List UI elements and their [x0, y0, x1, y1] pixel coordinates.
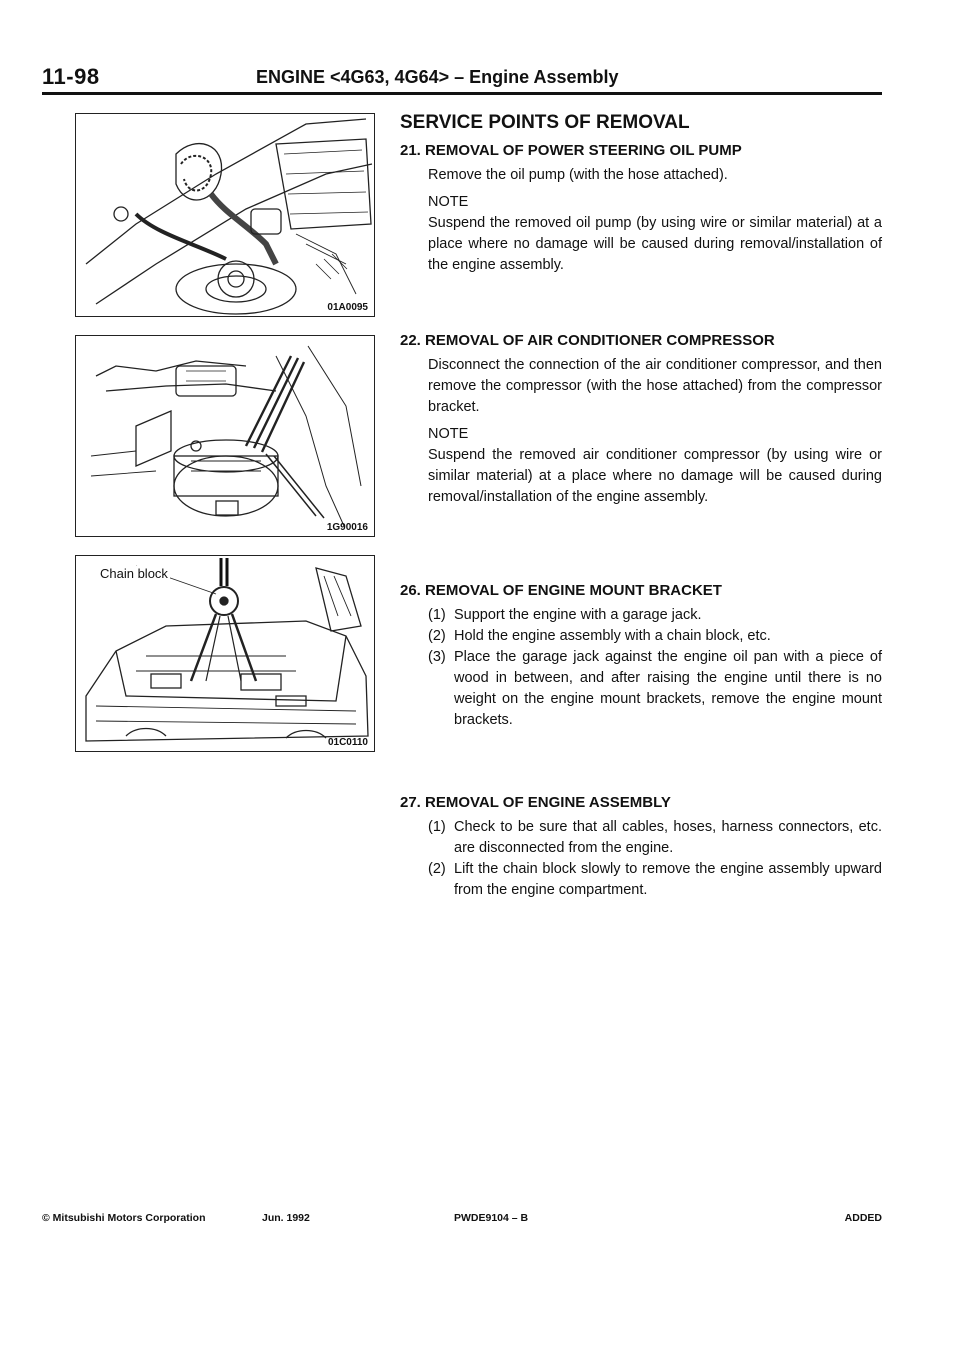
figure-ac-compressor	[75, 335, 375, 537]
list-item	[428, 817, 882, 859]
copyright: © Mitsubishi Motors Corporation	[42, 1212, 206, 1224]
list-item	[428, 605, 882, 626]
step-text: Check to be sure that all cables, hoses, harness connectors, etc. are disconnected from the engine.	[454, 819, 882, 856]
note-label: NOTE	[428, 426, 469, 442]
page-number: 11-98	[42, 64, 100, 89]
header-rule	[42, 92, 882, 95]
oil-pump-illustration	[76, 114, 374, 316]
ac-compressor-illustration	[76, 336, 374, 536]
list-item	[428, 626, 882, 647]
step-text: Lift the chain block slowly to remove the engine assembly upward from the engine compartment.	[454, 861, 882, 898]
step-number: (1)	[428, 819, 446, 835]
chain-block-illustration	[76, 556, 374, 751]
note-text: Suspend the removed air conditioner compressor (by using wire or similar material) at a place where no damage will be caused during removal/installation of the engine assembly.	[428, 447, 882, 505]
step-text: Place the garage jack against the engine oil pan with a piece of wood in between, and after raising the engine until there is no weight on the engine mount brackets, remove the engine mount brackets.	[454, 649, 882, 728]
body-text: Remove the oil pump (with the hose attached).	[428, 167, 728, 183]
item-26	[400, 582, 882, 794]
item-title: 21. REMOVAL OF POWER STEERING OIL PUMP	[400, 142, 742, 159]
step-number: (2)	[428, 861, 446, 877]
figure-code: 01C0110	[327, 737, 368, 748]
item-21	[400, 142, 882, 332]
item-body	[428, 165, 882, 276]
step-list	[428, 605, 882, 731]
step-number: (1)	[428, 607, 446, 623]
figure-code: 1G90016	[326, 522, 368, 533]
step-text: Support the engine with a garage jack.	[454, 607, 702, 623]
item-body	[428, 355, 882, 508]
item-22	[400, 332, 882, 582]
figure-oil-pump	[75, 113, 375, 317]
list-item	[428, 859, 882, 901]
section-title: SERVICE POINTS OF REMOVAL	[400, 112, 690, 133]
chain-block-label: Chain block	[100, 566, 168, 581]
step-text: Hold the engine assembly with a chain block, etc.	[454, 628, 771, 644]
main-content	[400, 112, 882, 901]
note-label: NOTE	[428, 194, 469, 210]
item-body	[428, 605, 882, 731]
note-text: Suspend the removed oil pump (by using wire or similar material) at a place where no damage will be caused during removal/installation of the engine assembly.	[428, 215, 882, 273]
publish-date: Jun. 1992	[262, 1212, 310, 1224]
step-number: (3)	[428, 649, 446, 665]
item-title: 26. REMOVAL OF ENGINE MOUNT BRACKET	[400, 582, 722, 599]
list-item	[428, 647, 882, 731]
step-number: (2)	[428, 628, 446, 644]
item-title: 27. REMOVAL OF ENGINE ASSEMBLY	[400, 794, 671, 811]
status-label: ADDED	[844, 1212, 882, 1224]
figure-code: 01A0095	[327, 302, 368, 313]
item-27	[400, 794, 882, 901]
document-code: PWDE9104 – B	[454, 1212, 529, 1224]
item-title: 22. REMOVAL OF AIR CONDITIONER COMPRESSOR	[400, 332, 775, 349]
figure-chain-block	[75, 555, 375, 752]
page-title: ENGINE <4G63, 4G64> – Engine Assembly	[256, 67, 619, 87]
body-text: Disconnect the connection of the air conditioner compressor, and then remove the compressor (with the hose attached) from the compressor bracket.	[428, 357, 882, 415]
step-list	[428, 817, 882, 901]
item-body	[428, 817, 882, 901]
page-header	[42, 60, 882, 94]
